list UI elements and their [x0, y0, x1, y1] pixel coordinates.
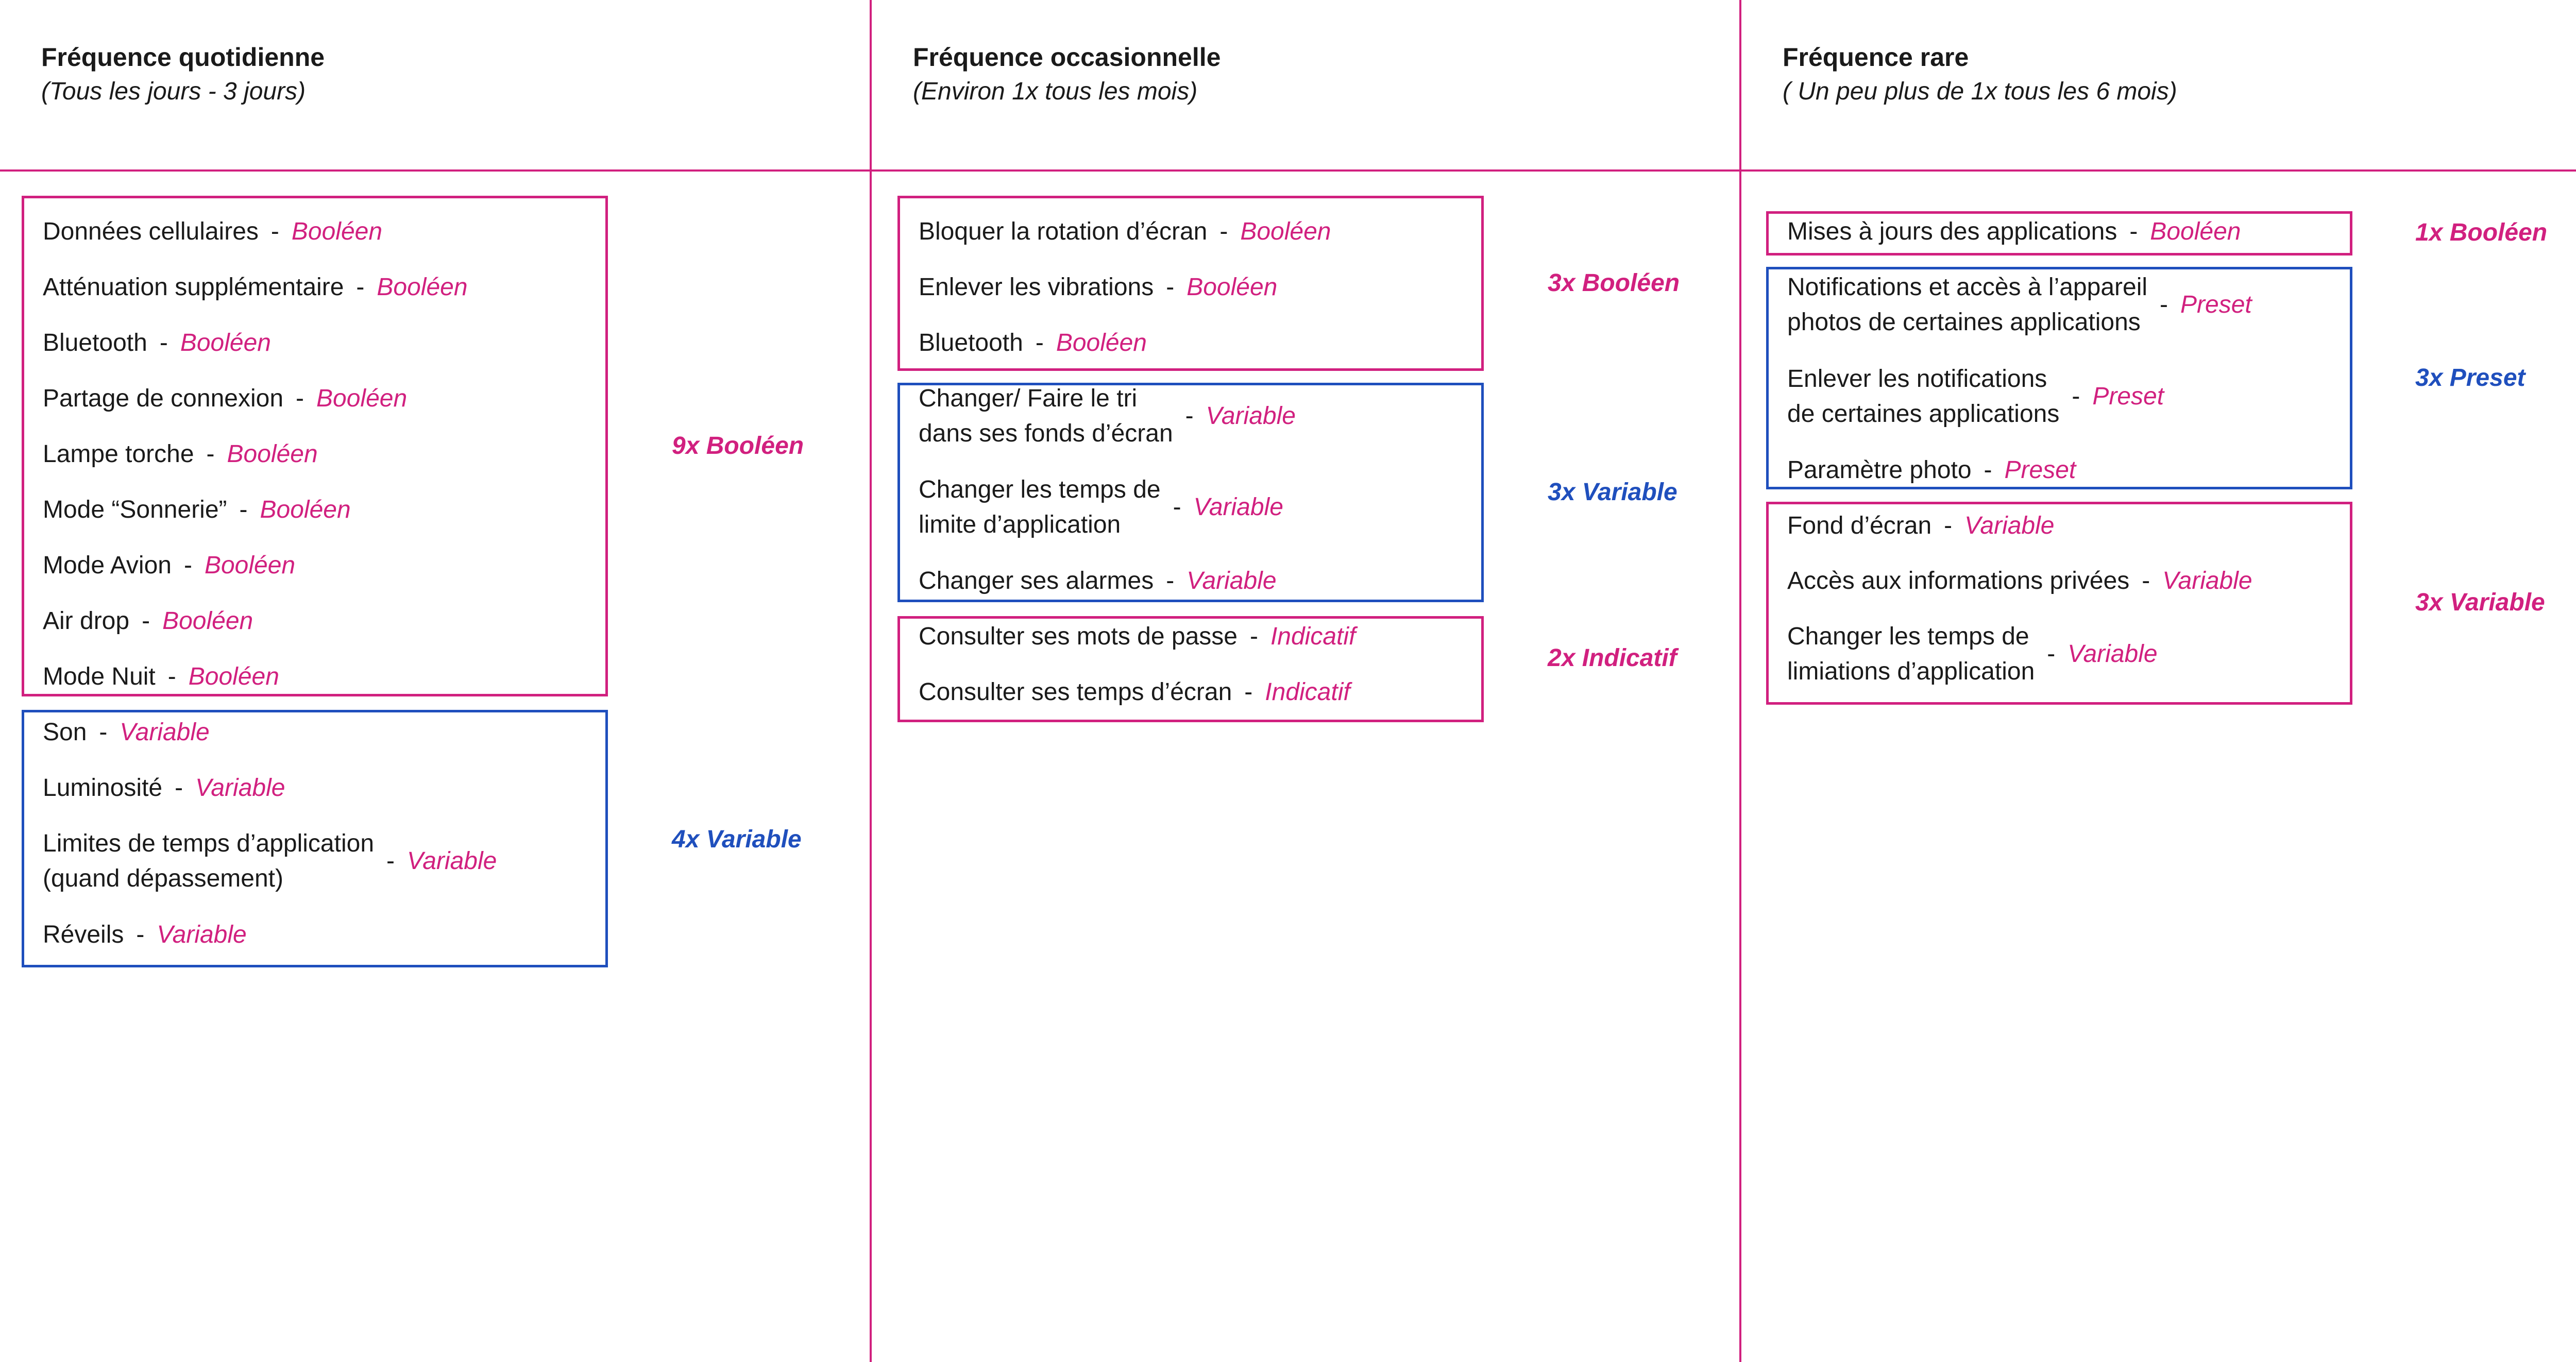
separator-dash: - [183, 552, 192, 579]
setting-label: Paramètre photo [1787, 456, 1972, 484]
separator-dash: - [206, 440, 215, 468]
setting-group-variable [897, 383, 1484, 602]
setting-item [919, 381, 1471, 451]
separator-dash: - [136, 921, 145, 948]
setting-group-preset [1766, 267, 2352, 489]
setting-item [919, 214, 1471, 249]
setting-item [919, 270, 1471, 305]
column-subtitle: (Environ 1x tous les mois) [913, 78, 1198, 105]
setting-item [1787, 270, 2340, 340]
setting-type: Booléen [227, 440, 318, 468]
setting-group-booleen [22, 196, 608, 696]
setting-label: Fond d’écran [1787, 512, 1932, 539]
setting-type: Booléen [2150, 218, 2241, 245]
setting-item [919, 326, 1471, 361]
separator-dash: - [1244, 678, 1253, 706]
setting-label: Mode “Sonnerie” [43, 496, 227, 523]
setting-label: Lampe torche [43, 440, 194, 468]
setting-label: Notifications et accès à l’appareil photos de certaines applications [1787, 274, 2148, 336]
group-summary: 4x Variable [672, 826, 802, 853]
separator-dash: - [1944, 512, 1953, 539]
setting-type: Booléen [377, 274, 468, 301]
group-summary: 3x Variable [1548, 479, 1677, 506]
setting-type: Variable [1193, 493, 1283, 521]
setting-type: Booléen [1240, 218, 1331, 245]
separator-dash: - [1166, 567, 1175, 594]
column-header [0, 0, 870, 172]
setting-item [43, 326, 595, 361]
setting-type: Variable [407, 847, 497, 875]
setting-type: Variable [157, 921, 247, 948]
setting-type: Variable [195, 774, 285, 802]
setting-item [43, 381, 595, 416]
setting-item [43, 604, 595, 639]
column-subtitle: ( Un peu plus de 1x tous les 6 mois) [1783, 78, 2177, 105]
setting-item [43, 548, 595, 583]
setting-item [919, 675, 1471, 710]
setting-item [43, 492, 595, 527]
setting-item [43, 715, 595, 750]
column-subtitle: (Tous les jours - 3 jours) [41, 78, 306, 105]
group-summary: 2x Indicatif [1548, 644, 1677, 672]
separator-dash: - [270, 218, 279, 245]
setting-type: Variable [2067, 640, 2158, 668]
setting-label: Changer/ Faire le tri dans ses fonds d’écran [919, 385, 1173, 447]
setting-type: Preset [2004, 456, 2076, 484]
setting-type: Preset [2180, 291, 2252, 318]
setting-label: Changer les temps de limiations d’application [1787, 623, 2035, 685]
setting-item [43, 659, 595, 694]
setting-item [919, 619, 1471, 654]
group-summary: 3x Variable [2415, 589, 2545, 616]
setting-item [43, 826, 595, 896]
separator-dash: - [1185, 402, 1194, 430]
setting-item [1787, 564, 2340, 599]
separator-dash: - [1035, 329, 1044, 356]
setting-item [1787, 453, 2340, 488]
setting-item [43, 437, 595, 472]
column-title: Fréquence quotidienne [41, 43, 325, 72]
setting-item [43, 917, 595, 952]
separator-dash: - [1249, 623, 1258, 650]
separator-dash: - [167, 663, 176, 690]
setting-type: Variable [1206, 402, 1296, 430]
separator-dash: - [239, 496, 248, 523]
separator-dash: - [1219, 218, 1228, 245]
separator-dash: - [159, 329, 168, 356]
setting-label: Données cellulaires [43, 218, 259, 245]
separator-dash: - [356, 274, 365, 301]
setting-label: Bluetooth [43, 329, 147, 356]
separator-dash: - [296, 385, 304, 412]
group-summary: 3x Booléen [1548, 269, 1680, 297]
setting-type: Booléen [188, 663, 279, 690]
setting-item [1787, 214, 2340, 249]
separator-dash: - [2160, 291, 2168, 318]
setting-type: Booléen [1187, 274, 1278, 301]
separator-dash: - [2047, 640, 2056, 668]
setting-type: Indicatif [1265, 678, 1350, 706]
setting-item [43, 214, 595, 249]
separator-dash: - [1984, 456, 1992, 484]
separator-dash: - [175, 774, 183, 802]
separator-dash: - [99, 719, 108, 746]
setting-type: Variable [1964, 512, 2055, 539]
setting-type: Booléen [204, 552, 296, 579]
setting-group-variable [22, 710, 608, 967]
setting-label: Bloquer la rotation d’écran [919, 218, 1208, 245]
setting-type: Booléen [260, 496, 351, 523]
setting-label: Partage de connexion [43, 385, 284, 412]
column-title: Fréquence rare [1783, 43, 1969, 72]
column-header [872, 0, 1739, 172]
setting-label: Mode Avion [43, 552, 172, 579]
setting-label: Consulter ses mots de passe [919, 623, 1238, 650]
setting-label: Réveils [43, 921, 124, 948]
setting-label: Consulter ses temps d’écran [919, 678, 1232, 706]
setting-item [43, 771, 595, 806]
setting-group-indicatif [897, 616, 1484, 722]
group-summary: 1x Booléen [2415, 219, 2548, 246]
column-title: Fréquence occasionnelle [913, 43, 1221, 72]
separator-dash: - [2129, 218, 2138, 245]
setting-label: Accès aux informations privées [1787, 567, 2130, 594]
setting-label: Changer ses alarmes [919, 567, 1154, 594]
setting-group-variable-pink [1766, 502, 2352, 705]
separator-dash: - [1173, 493, 1181, 521]
group-summary: 3x Preset [2415, 364, 2526, 391]
setting-item [919, 564, 1471, 599]
setting-label: Mises à jours des applications [1787, 218, 2117, 245]
setting-item [1787, 619, 2340, 689]
setting-group-booleen [897, 196, 1484, 371]
setting-label: Atténuation supplémentaire [43, 274, 344, 301]
setting-type: Booléen [291, 218, 383, 245]
setting-type: Variable [120, 719, 210, 746]
setting-type: Booléen [1056, 329, 1147, 356]
setting-label: Mode Nuit [43, 663, 156, 690]
setting-label: Son [43, 719, 87, 746]
setting-type: Booléen [162, 607, 253, 635]
setting-type: Variable [1187, 567, 1277, 594]
column-header [1741, 0, 2576, 172]
separator-dash: - [2072, 383, 2080, 410]
setting-item [1787, 508, 2340, 543]
setting-type: Booléen [180, 329, 271, 356]
setting-type: Variable [2162, 567, 2252, 594]
setting-type: Booléen [316, 385, 408, 412]
setting-label: Luminosité [43, 774, 163, 802]
setting-type: Indicatif [1270, 623, 1356, 650]
separator-dash: - [2142, 567, 2150, 594]
setting-label: Limites de temps d’application (quand dépassement) [43, 830, 375, 892]
setting-item [1787, 362, 2340, 432]
setting-label: Enlever les notifications de certaines applications [1787, 365, 2060, 428]
setting-label: Enlever les vibrations [919, 274, 1154, 301]
separator-dash: - [386, 847, 395, 875]
setting-label: Air drop [43, 607, 130, 635]
separator-dash: - [1166, 274, 1175, 301]
setting-item [919, 472, 1471, 542]
separator-dash: - [142, 607, 150, 635]
setting-type: Preset [2092, 383, 2164, 410]
group-summary: 9x Booléen [672, 432, 804, 459]
setting-group-booleen [1766, 211, 2352, 256]
setting-label: Changer les temps de limite d’application [919, 476, 1161, 538]
setting-label: Bluetooth [919, 329, 1023, 356]
setting-item [43, 270, 595, 305]
